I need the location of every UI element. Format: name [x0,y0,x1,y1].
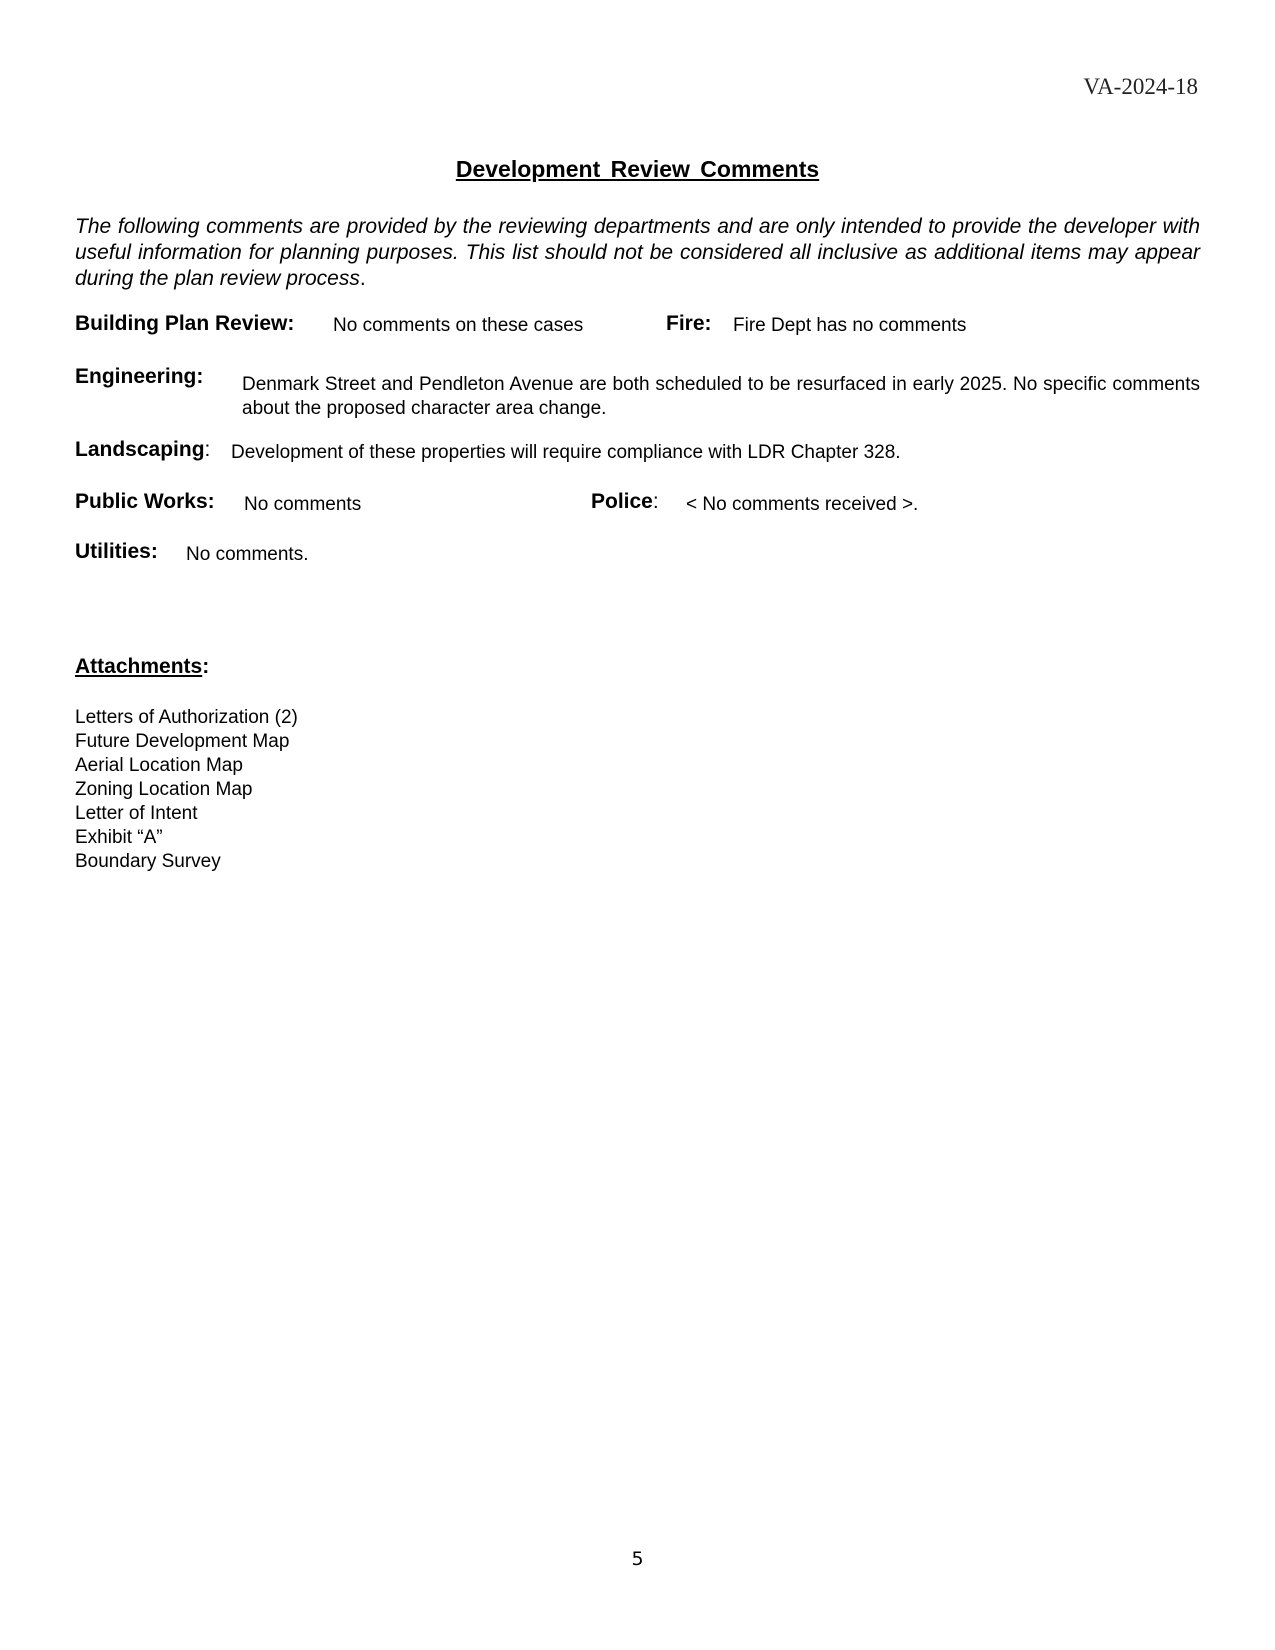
page-number: 5 [631,1548,644,1570]
landscaping-label-text: Landscaping [75,438,205,461]
attachments-heading-text: Attachments [75,655,203,678]
list-item: Letters of Authorization (2) [75,707,298,728]
building-value: No comments on these cases [333,315,584,336]
list-item: Letter of Intent [75,803,198,824]
police-colon: : [652,490,659,513]
police-label-text: Police [591,490,653,513]
intro-period: . [359,267,366,290]
case-number: VA-2024-18 [1083,74,1198,99]
landscaping-colon: : [204,438,211,461]
engineering-value: Denmark Street and Pendleton Avenue are both scheduled to be resurfaced in early 2025. No specific comments about the proposed character area change. [242,374,1200,419]
building-label: Building Plan Review: [75,312,295,335]
intro-paragraph [75,214,1200,292]
list-item: Aerial Location Map [75,755,243,776]
attachments-heading [75,655,209,679]
landscaping-value: Development of these properties will require compliance with LDR Chapter 328. [231,442,901,463]
list-item: Boundary Survey [75,851,221,872]
engineering-label: Engineering: [75,365,204,388]
public-works-value: No comments [244,494,362,515]
intro-text: The following comments are provided by the reviewing departments and are only intended to provide the developer with useful information for planning purposes. This list should not be considered all inclusive as additional items may appear during the plan review process [75,215,1200,290]
public-works-label: Public Works: [75,490,215,513]
list-item: Future Development Map [75,731,290,752]
attachments-list [75,706,298,874]
list-item: Exhibit “A” [75,827,163,848]
attachments-heading-colon: : [202,655,210,678]
fire-label: Fire: [666,312,712,335]
list-item: Zoning Location Map [75,779,253,800]
fire-value: Fire Dept has no comments [733,315,967,336]
utilities-value: No comments. [186,544,309,565]
page-title: Development Review Comments [455,156,820,182]
police-label [591,490,659,514]
police-value: < No comments received >. [686,494,919,515]
landscaping-label [75,438,210,462]
utilities-label: Utilities: [75,540,158,563]
